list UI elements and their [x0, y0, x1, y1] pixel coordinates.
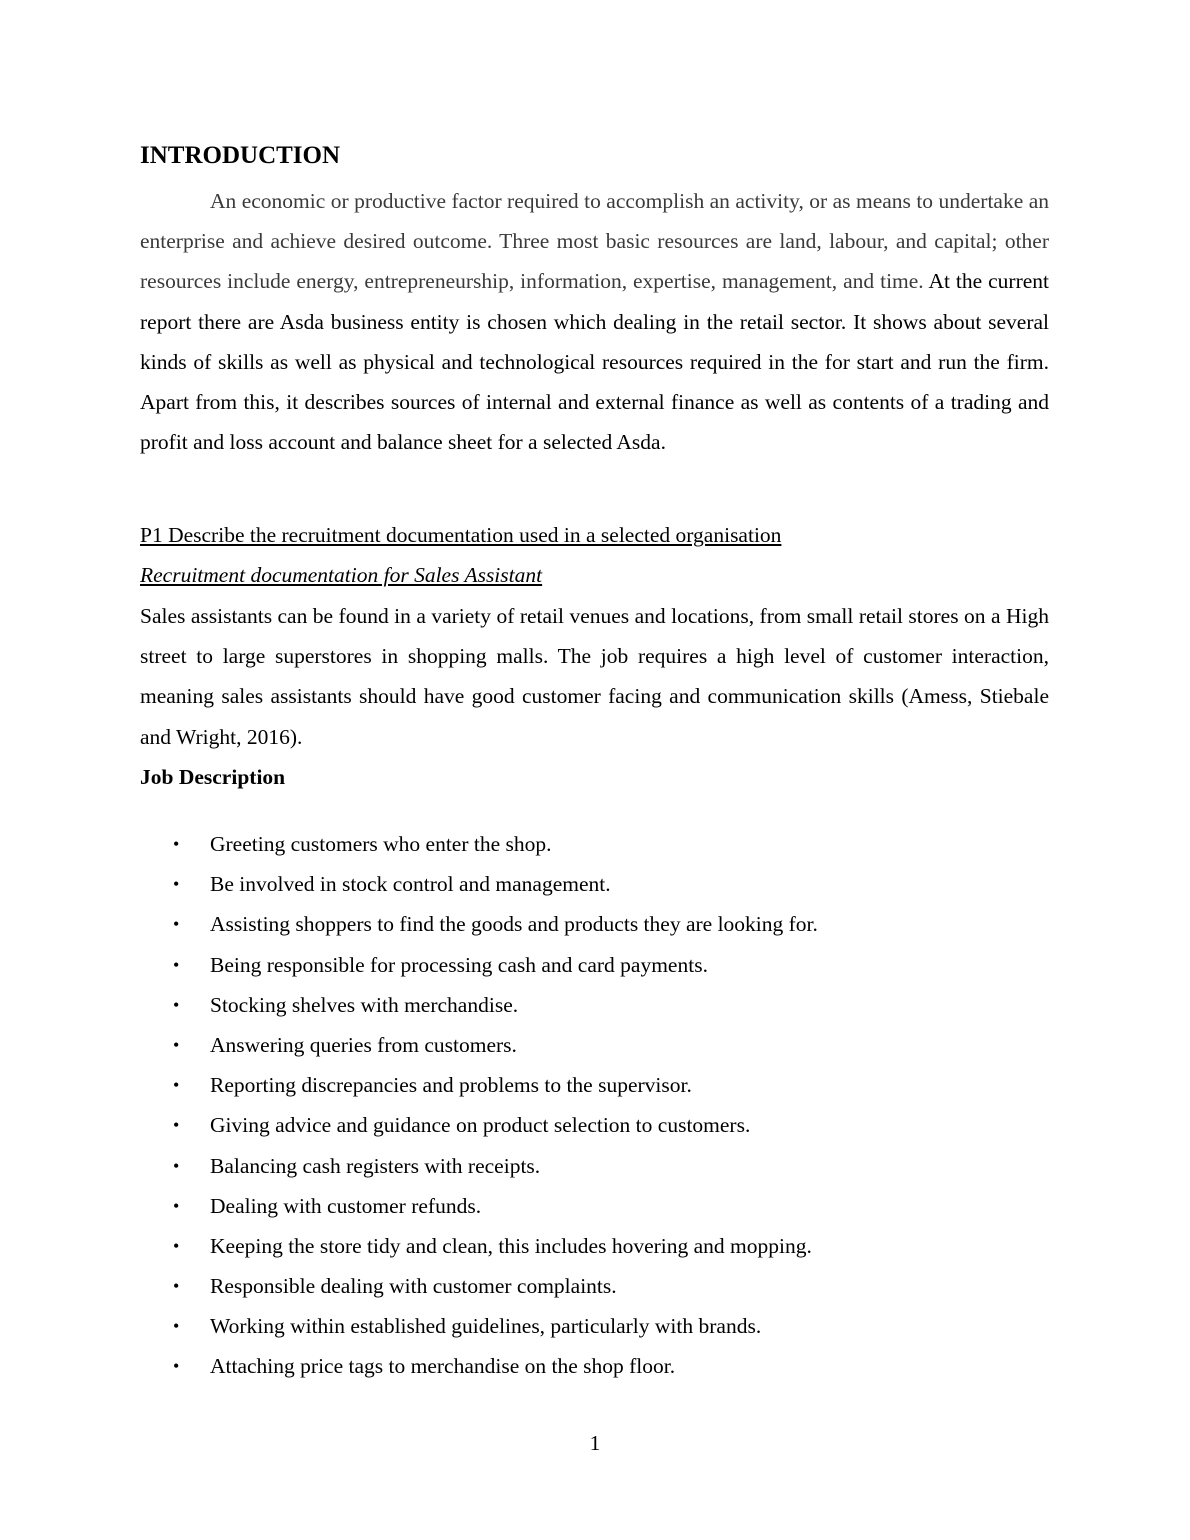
bullet-icon: •	[173, 874, 180, 895]
bullet-icon: •	[173, 914, 180, 935]
list-item-text: Stocking shelves with merchandise.	[210, 992, 519, 1017]
bullet-icon: •	[173, 1075, 180, 1096]
page-number: 1	[589, 1431, 601, 1455]
bullet-icon: •	[173, 1356, 180, 1377]
list-item-text: Keeping the store tidy and clean, this includes hovering and mopping.	[210, 1233, 812, 1258]
list-item-text: Balancing cash registers with receipts.	[210, 1153, 541, 1178]
list-item	[140, 1226, 1049, 1266]
bullet-icon: •	[173, 1276, 180, 1297]
list-item	[140, 824, 1049, 864]
bullet-icon: •	[173, 1316, 180, 1337]
sales-paragraph: Sales assistants can be found in a variety of retail venues and locations, from small retail stores on a High street to large superstores in shopping malls. The job requires a high level of customer interaction, meaning sales assistants should have good customer facing and communication skills (Amess, Stiebale and Wright, 2016).	[140, 604, 1049, 749]
list-item	[140, 1025, 1049, 1065]
intro-paragraph	[140, 181, 1049, 462]
list-item	[140, 945, 1049, 985]
list-item-text: Dealing with customer refunds.	[210, 1193, 482, 1218]
bullet-icon: •	[173, 1034, 180, 1055]
list-item-text: Be involved in stock control and management.	[210, 872, 611, 897]
list-item	[140, 1306, 1049, 1346]
bullet-icon: •	[173, 1115, 180, 1136]
list-item-text: Working within established guidelines, particularly with brands.	[210, 1314, 762, 1339]
list-item-text: Greeting customers who enter the shop.	[210, 832, 552, 856]
task-title: P1 Describe the recruitment documentation used in a selected organisation	[140, 523, 782, 547]
list-item-text: Giving advice and guidance on product selection to customers.	[210, 1113, 751, 1138]
list-item-text: Attaching price tags to merchandise on the shop floor.	[210, 1354, 676, 1379]
list-item	[140, 1146, 1049, 1186]
duties-list	[140, 824, 1049, 1387]
list-item-text: Answering queries from customers.	[210, 1032, 517, 1057]
list-item-text: Reporting discrepancies and problems to the supervisor.	[210, 1073, 692, 1098]
subsection-title: Recruitment documentation for Sales Assistant	[140, 563, 543, 587]
list-item-text: Responsible dealing with customer complaints.	[210, 1274, 617, 1299]
list-item	[140, 1065, 1049, 1105]
list-item	[140, 904, 1049, 944]
list-item	[140, 1266, 1049, 1306]
bullet-icon: •	[173, 994, 180, 1015]
section-heading: INTRODUCTION	[140, 142, 341, 169]
bullet-icon: •	[173, 1195, 180, 1216]
bullet-icon: •	[173, 1235, 180, 1256]
list-item	[140, 1105, 1049, 1145]
bullet-icon: •	[173, 954, 180, 975]
job-description-heading: Job Description	[140, 765, 286, 789]
bullet-icon: •	[173, 1155, 180, 1176]
list-item-text: Assisting shoppers to find the goods and products they are looking for.	[210, 912, 818, 937]
list-item-text: Being responsible for processing cash and card payments.	[210, 952, 708, 977]
list-item	[140, 864, 1049, 904]
list-item	[140, 985, 1049, 1025]
bullet-icon: •	[173, 834, 180, 854]
intro-text-part1: An economic or productive factor required to accomplish an activity, or as means to undertake an enterprise and achieve desired outcome. Three most basic resources are land, labour, and capital; other resources include energy, entrepreneurship, information, expertise, management, and time.	[140, 189, 1049, 294]
intro-text-part2: At the current report there are Asda business entity is chosen which dealing in the retail sector. It shows about several kinds of skills as well as physical and technological resources required in the for start and run the firm. Apart from this, it describes sources of internal and external finance as well as contents of a trading and profit and loss account and balance sheet for a selected Asda.	[140, 269, 1049, 455]
list-item	[140, 1186, 1049, 1226]
list-item	[140, 1346, 1049, 1386]
